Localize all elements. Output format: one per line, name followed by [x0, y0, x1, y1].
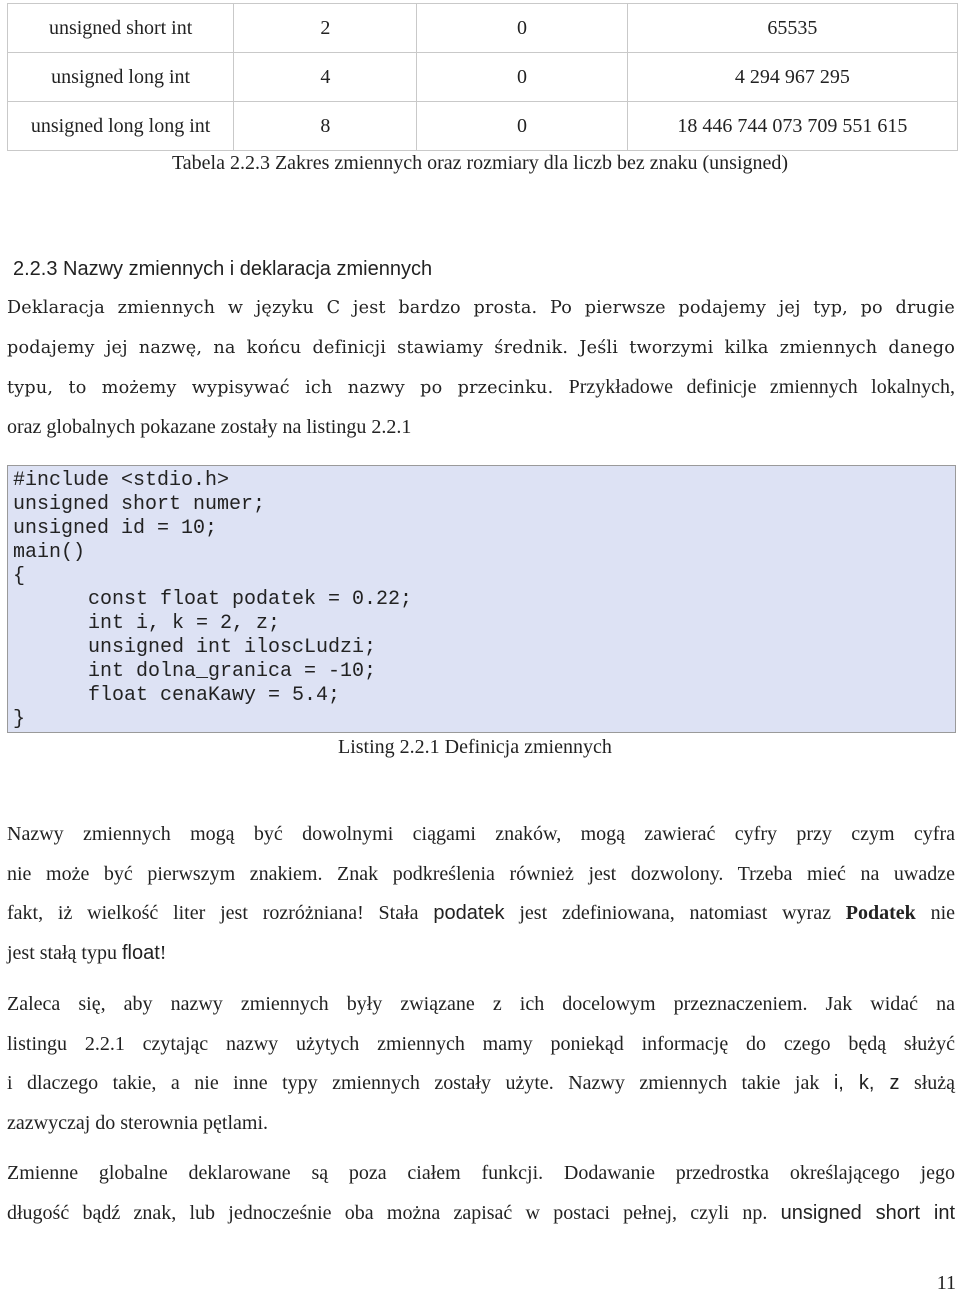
- table-cell-size: 4: [234, 53, 417, 102]
- text-line: zazwyczaj do sterownia pętlami.: [7, 1111, 268, 1134]
- text-line: Nazwy zmiennych mogą być dowolnymi ciągami znaków, mogą zawierać cyfry przy czym cyfra: [7, 823, 955, 845]
- text-line: Zaleca się, aby nazwy zmiennych były związane z ich docelowym przeznaczeniem. Jak widać na: [7, 993, 955, 1015]
- text-segment: fakt, iż wielkość liter jest rozróżniana! Stała: [7, 902, 419, 924]
- table-cell-type: unsigned short int: [8, 4, 234, 53]
- table-caption: Tabela 2.2.3 Zakres zmiennych oraz rozmiary dla liczb bez znaku (unsigned): [171, 152, 789, 174]
- table-cell-min: 0: [417, 53, 627, 102]
- table-cell-size: 8: [234, 102, 417, 151]
- code-line: float cenaKawy = 5.4;: [88, 684, 341, 707]
- code-line: main(): [13, 541, 86, 564]
- text-segment: typu, to możemy wypisywać ich nazwy po przecinku.: [7, 378, 554, 398]
- code-line: int dolna_granica = -10;: [88, 660, 377, 683]
- text-line: [7, 368, 955, 408]
- text-line: listingu 2.2.1 czytając nazwy użytych zmiennych mamy poniekąd informację do czego będą służyć: [7, 1032, 955, 1055]
- text-line: oraz globalnych pokazane zostały na listingu 2.2.1: [7, 415, 412, 438]
- table-cell-min: 0: [417, 4, 627, 53]
- inline-code: unsigned short int: [780, 1201, 955, 1224]
- text-line: [7, 1064, 955, 1104]
- code-line: const float podatek = 0.22;: [88, 588, 413, 611]
- inline-code: podatek: [433, 902, 505, 924]
- text-segment: !: [159, 941, 167, 964]
- table-cell-size: 2: [234, 4, 417, 53]
- paragraph-naming: [7, 815, 955, 973]
- code-line: #include <stdio.h>: [13, 469, 230, 492]
- code-line: }: [13, 708, 26, 731]
- code-line: unsigned short numer;: [13, 493, 266, 516]
- section-heading: 2.2.3 Nazwy zmiennych i deklaracja zmiennych: [13, 258, 433, 280]
- bold-term: Podatek: [845, 902, 916, 924]
- inline-code: float: [121, 941, 160, 964]
- paragraph-declaration: [7, 289, 955, 447]
- text-segment: nie: [930, 902, 956, 924]
- table-cell-type: unsigned long long int: [8, 102, 234, 151]
- text-segment: i dlaczego takie, a nie inne typy zmiennych zostały użyte. Nazwy zmiennych takie jak: [7, 1072, 820, 1094]
- text-line: Deklaracja zmiennych w języku C jest bardzo prosta. Po pierwsze podajemy jej typ, po drugie: [7, 298, 955, 318]
- text-line: nie może być pierwszym znakiem. Znak podkreślenia również jest dozwolony. Trzeba mieć na uwadze: [7, 862, 955, 885]
- table-cell-type: unsigned long int: [8, 53, 234, 102]
- table-cell-max: 65535: [627, 4, 957, 53]
- inline-code: i, k, z: [833, 1072, 900, 1094]
- text-segment: długość bądź znak, lub jednocześnie oba można zapisać w postaci pełnej, czyli np.: [7, 1201, 768, 1224]
- code-line: {: [13, 565, 26, 588]
- table-cell-max: 18 446 744 073 709 551 615: [627, 102, 957, 151]
- code-line: unsigned id = 10;: [13, 517, 218, 540]
- text-line: [7, 894, 955, 934]
- paragraph-recommendation: [7, 985, 955, 1143]
- text-line: podajemy jej nazwę, na końcu definicji stawiamy średnik. Jeśli tworzymi kilka zmiennych danego: [7, 337, 955, 358]
- text-line: [7, 1194, 955, 1234]
- table-row: [8, 4, 958, 53]
- table-cell-max: 4 294 967 295: [627, 53, 957, 102]
- table-row: [8, 102, 958, 151]
- text-segment: służą: [913, 1072, 956, 1094]
- table-cell-min: 0: [417, 102, 627, 151]
- paragraph-globals: [7, 1154, 955, 1233]
- code-line: unsigned int iloscLudzi;: [88, 636, 377, 659]
- code-line: int i, k = 2, z;: [88, 612, 281, 635]
- range-table: [7, 3, 958, 151]
- table-row: [8, 53, 958, 102]
- page-number: 11: [936, 1272, 956, 1294]
- listing-caption: Listing 2.2.1 Definicja zmiennych: [338, 736, 612, 758]
- text-line: Zmienne globalne deklarowane są poza ciałem funkcji. Dodawanie przedrostka określającego jego: [7, 1162, 955, 1184]
- text-segment: Przykładowe definicje zmiennych lokalnych,: [568, 376, 956, 398]
- text-segment: jest zdefiniowana, natomiast wyraz: [519, 902, 831, 924]
- text-line: [7, 934, 955, 974]
- code-listing: [7, 465, 956, 733]
- text-segment: jest stałą typu: [7, 941, 117, 964]
